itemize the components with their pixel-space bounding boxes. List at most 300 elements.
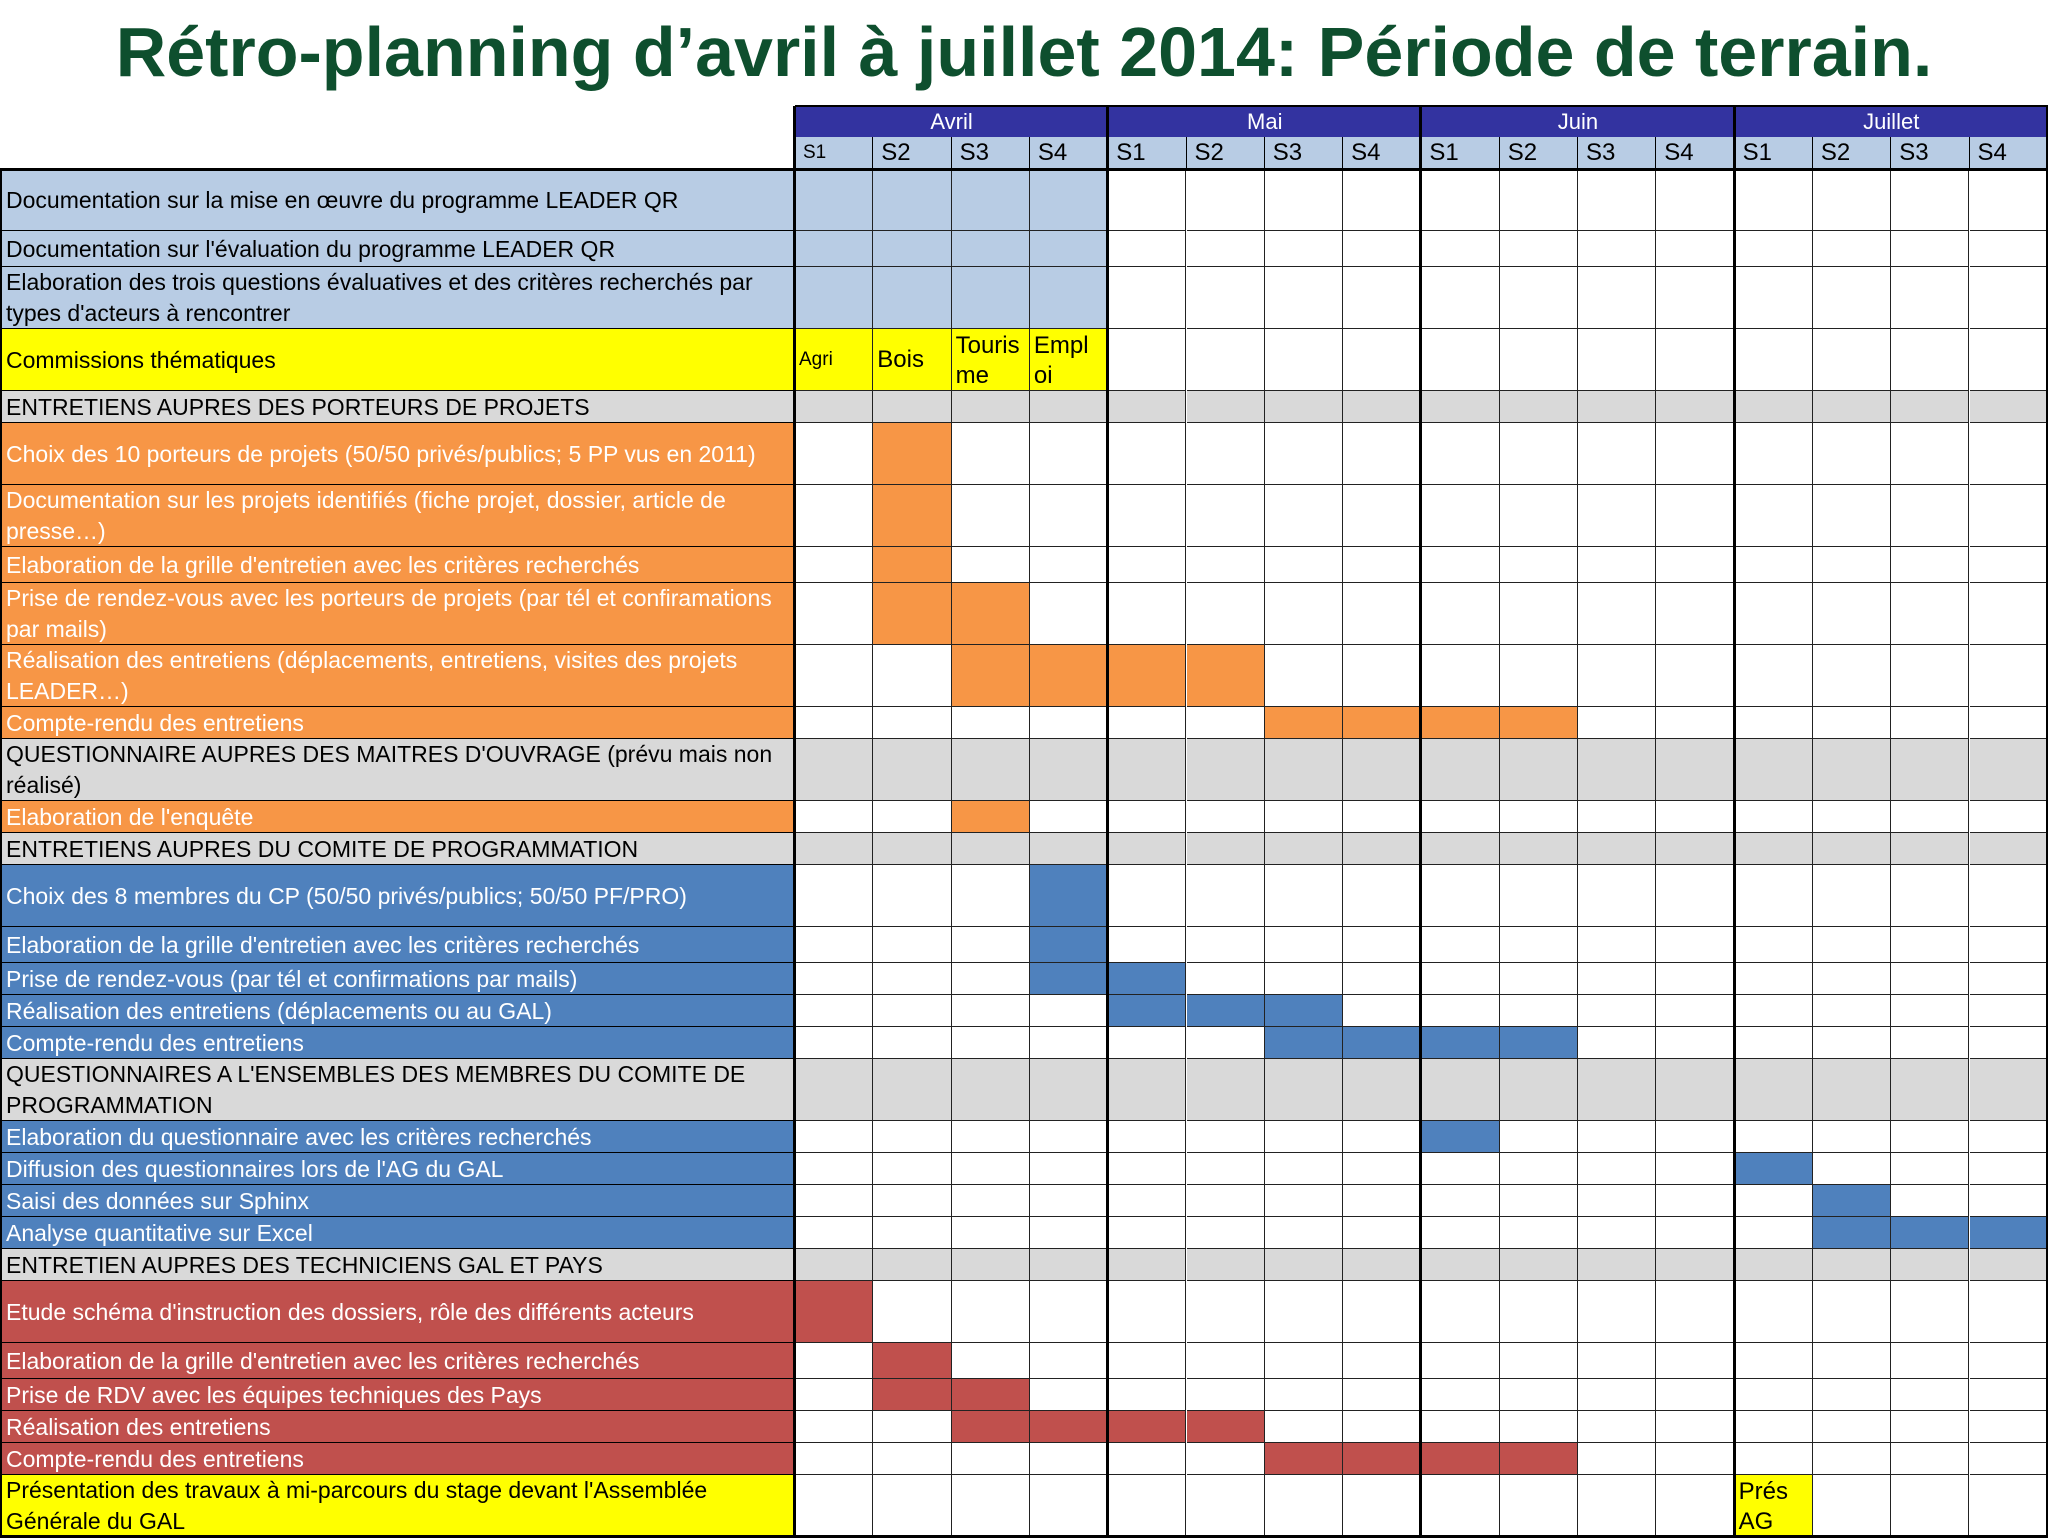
gantt-cell	[1030, 1185, 1108, 1217]
gantt-cell	[1421, 583, 1499, 645]
gantt-cell	[1891, 739, 1969, 801]
gantt-cell	[873, 1121, 951, 1153]
gantt-bar-cell	[1187, 995, 1265, 1027]
gantt-cell	[1970, 1121, 2048, 1153]
task-label: Réalisation des entretiens	[0, 1411, 795, 1443]
gantt-cell	[795, 707, 873, 739]
gantt-cell	[1030, 1443, 1108, 1475]
task-label: Compte-rendu des entretiens	[0, 1027, 795, 1059]
gantt-bar-cell	[1343, 1027, 1421, 1059]
month-border	[1106, 106, 1109, 1537]
gantt-cell	[952, 865, 1030, 927]
gantt-cell	[1265, 1281, 1343, 1343]
week-header: S1	[1421, 137, 1499, 169]
task-label: Prise de rendez-vous (par tél et confirmations par mails)	[0, 963, 795, 995]
gantt-cell	[1265, 801, 1343, 833]
gantt-cell	[1578, 645, 1656, 707]
gantt-cell	[1187, 547, 1265, 583]
gantt-cell	[952, 1153, 1030, 1185]
gantt-bar-cell	[1030, 169, 1108, 231]
gantt-cell	[1578, 1217, 1656, 1249]
gantt-cell	[1187, 423, 1265, 485]
gantt-cell	[952, 1217, 1030, 1249]
week-header: S4	[1030, 137, 1108, 169]
gantt-cell	[873, 1027, 951, 1059]
gantt-cell	[1500, 169, 1578, 231]
gantt-cell	[1030, 1059, 1108, 1121]
week-header: S3	[952, 137, 1030, 169]
gantt-cell	[1187, 231, 1265, 267]
gantt-cell	[1656, 833, 1734, 865]
gantt-bar-cell	[873, 169, 951, 231]
gantt-bar-cell	[873, 485, 951, 547]
gantt-cell	[1656, 1443, 1734, 1475]
gantt-cell	[1891, 801, 1969, 833]
gantt-cell	[1656, 547, 1734, 583]
gantt-cell	[1891, 485, 1969, 547]
week-header: S4	[1656, 137, 1734, 169]
section-header: ENTRETIENS AUPRES DU COMITE DE PROGRAMMATION	[0, 833, 795, 865]
gantt-cell	[1500, 231, 1578, 267]
gantt-cell	[873, 801, 951, 833]
gantt-cell	[1970, 801, 2048, 833]
gantt-cell	[1813, 1249, 1891, 1281]
gantt-cell	[1735, 169, 1813, 231]
gantt-cell	[1500, 963, 1578, 995]
gantt-cell	[1970, 1411, 2048, 1443]
gantt-cell	[1343, 169, 1421, 231]
gantt-cell	[1343, 583, 1421, 645]
gantt-cell	[1265, 391, 1343, 423]
gantt-cell	[1421, 1153, 1499, 1185]
gantt-cell	[795, 739, 873, 801]
gantt-cell	[1891, 329, 1969, 391]
gantt-cell	[873, 833, 951, 865]
gantt-cell	[1343, 1411, 1421, 1443]
gantt-cell	[1735, 1281, 1813, 1343]
gantt-cell	[1735, 231, 1813, 267]
gantt-cell	[1343, 645, 1421, 707]
gantt-cell	[1735, 739, 1813, 801]
gantt-cell	[1343, 963, 1421, 995]
gantt-bar-cell	[1030, 1411, 1108, 1443]
gantt-cell	[1108, 1059, 1186, 1121]
week-header: S4	[1970, 137, 2048, 169]
gantt-cell	[1265, 1059, 1343, 1121]
gantt-cell	[1735, 963, 1813, 995]
gantt-cell	[795, 1059, 873, 1121]
gantt-bar-cell	[952, 169, 1030, 231]
gantt-cell	[1187, 833, 1265, 865]
gantt-cell	[795, 1343, 873, 1379]
gantt-cell	[1421, 865, 1499, 927]
gantt-cell	[1500, 645, 1578, 707]
gantt-cell	[952, 927, 1030, 963]
gantt-cell	[1656, 1281, 1734, 1343]
gantt-cell	[1656, 231, 1734, 267]
gantt-cell	[1500, 801, 1578, 833]
gantt-cell	[1421, 329, 1499, 391]
gantt-cell	[1891, 927, 1969, 963]
gantt-cell	[1030, 707, 1108, 739]
task-label: Prise de rendez-vous avec les porteurs de projets (par tél et confiramations par mails)	[0, 583, 795, 645]
gantt-cell	[795, 1411, 873, 1443]
gantt-cell	[1343, 423, 1421, 485]
gantt-cell	[1735, 485, 1813, 547]
gantt-bar-cell	[1030, 267, 1108, 329]
gantt-cell	[1108, 169, 1186, 231]
gantt-cell	[1500, 1217, 1578, 1249]
gantt-cell	[1030, 1379, 1108, 1411]
gantt-cell	[1813, 1153, 1891, 1185]
gantt-cell	[1970, 169, 2048, 231]
gantt-cell	[1735, 1027, 1813, 1059]
month-header: Juin	[1421, 106, 1734, 137]
gantt-bar-cell	[873, 423, 951, 485]
gantt-cell	[1187, 739, 1265, 801]
gantt-cell	[1813, 739, 1891, 801]
gantt-bar-cell	[1108, 963, 1186, 995]
gantt-cell	[952, 1027, 1030, 1059]
gantt-cell	[1813, 963, 1891, 995]
gantt-bar-cell	[873, 583, 951, 645]
gantt-cell	[1813, 547, 1891, 583]
gantt-cell	[1891, 1121, 1969, 1153]
gantt-cell	[1108, 927, 1186, 963]
gantt-cell	[1813, 1059, 1891, 1121]
section-header: QUESTIONNAIRE AUPRES DES MAITRES D'OUVRAGE (prévu mais non réalisé)	[0, 739, 795, 801]
week-header: S3	[1578, 137, 1656, 169]
gantt-cell	[1500, 329, 1578, 391]
gantt-cell	[952, 963, 1030, 995]
gantt-cell	[1421, 267, 1499, 329]
gantt-cell	[1343, 739, 1421, 801]
gantt-cell	[1735, 583, 1813, 645]
gantt-cell	[1578, 833, 1656, 865]
gantt-cell	[1813, 231, 1891, 267]
gantt-cell	[873, 1411, 951, 1443]
gantt-cell	[1343, 865, 1421, 927]
gantt-cell	[1187, 1343, 1265, 1379]
gantt-cell	[1187, 1475, 1265, 1537]
gantt-cell	[952, 547, 1030, 583]
gantt-cell	[1030, 801, 1108, 833]
gantt-cell	[1421, 833, 1499, 865]
gantt-cell	[1108, 1343, 1186, 1379]
gantt-cell	[1265, 1475, 1343, 1537]
task-label: Compte-rendu des entretiens	[0, 1443, 795, 1475]
gantt-cell	[1187, 485, 1265, 547]
gantt-cell	[873, 1185, 951, 1217]
gantt-cell	[1030, 1153, 1108, 1185]
gantt-cell	[1030, 1281, 1108, 1343]
gantt-cell	[873, 1153, 951, 1185]
gantt-bar-cell	[795, 231, 873, 267]
gantt-cell	[1735, 1249, 1813, 1281]
week-border	[1655, 137, 1656, 169]
gantt-cell	[1813, 583, 1891, 645]
gantt-cell	[873, 1059, 951, 1121]
gantt-cell	[1187, 169, 1265, 231]
gantt-cell	[1813, 645, 1891, 707]
gantt-cell	[1891, 1027, 1969, 1059]
task-label: Elaboration de la grille d'entretien avec les critères recherchés	[0, 1343, 795, 1379]
gantt-cell	[1343, 329, 1421, 391]
gantt-cell	[1421, 739, 1499, 801]
gantt-cell	[1108, 485, 1186, 547]
gantt-bar-cell	[1108, 995, 1186, 1027]
gantt-cell	[952, 391, 1030, 423]
cell-note: Empl oi	[1033, 332, 1089, 389]
gantt-cell	[1265, 1185, 1343, 1217]
gantt-cell	[1187, 1027, 1265, 1059]
gantt-cell	[873, 707, 951, 739]
gantt-cell	[1656, 963, 1734, 995]
gantt-cell	[1500, 1281, 1578, 1343]
grid-top-border	[0, 168, 2048, 171]
gantt-cell	[1813, 1121, 1891, 1153]
gantt-cell	[1030, 1121, 1108, 1153]
label-column-border	[793, 106, 796, 1537]
gantt-cell	[1891, 963, 1969, 995]
gantt-cell	[1891, 267, 1969, 329]
gantt-cell	[1578, 865, 1656, 927]
gantt-cell	[1343, 1281, 1421, 1343]
gantt-cell	[1970, 1059, 2048, 1121]
gantt-bar-cell	[795, 169, 873, 231]
gantt-cell	[1656, 1343, 1734, 1379]
left-border	[0, 169, 2, 1537]
gantt-cell	[1030, 1027, 1108, 1059]
gantt-cell	[1108, 1185, 1186, 1217]
gantt-cell	[1265, 645, 1343, 707]
gantt-cell	[1578, 1249, 1656, 1281]
gantt-cell	[1891, 995, 1969, 1027]
gantt-cell	[1187, 583, 1265, 645]
gantt-cell	[952, 707, 1030, 739]
gantt-cell	[1343, 1379, 1421, 1411]
gantt-cell	[1813, 833, 1891, 865]
gantt-cell	[1735, 995, 1813, 1027]
gantt-cell	[1656, 865, 1734, 927]
gantt-cell	[795, 995, 873, 1027]
gantt-cell	[1656, 1153, 1734, 1185]
week-header: S2	[1500, 137, 1578, 169]
gantt-cell	[1030, 1343, 1108, 1379]
gantt-cell	[1421, 1217, 1499, 1249]
gantt-cell	[873, 1281, 951, 1343]
gantt-cell	[1187, 1443, 1265, 1475]
gantt-cell	[1656, 267, 1734, 329]
gantt-cell	[1891, 1343, 1969, 1379]
gantt-cell	[1500, 1153, 1578, 1185]
gantt-cell	[795, 1027, 873, 1059]
gantt-cell	[1265, 231, 1343, 267]
gantt-cell	[1108, 739, 1186, 801]
gantt-bar-cell	[1343, 707, 1421, 739]
gantt-cell	[1265, 423, 1343, 485]
gantt-cell	[1187, 1281, 1265, 1343]
gantt-cell	[1500, 1411, 1578, 1443]
gantt-cell	[1735, 927, 1813, 963]
gantt-cell	[1187, 267, 1265, 329]
week-header: S4	[1343, 137, 1421, 169]
gantt-bar-cell	[1500, 707, 1578, 739]
gantt-cell	[873, 927, 951, 963]
task-label: Prise de RDV avec les équipes techniques des Pays	[0, 1379, 795, 1411]
gantt-cell	[1421, 1411, 1499, 1443]
gantt-cell	[1656, 1059, 1734, 1121]
task-label: Elaboration de la grille d'entretien avec les critères recherchés	[0, 927, 795, 963]
gantt-cell	[1500, 833, 1578, 865]
gantt-cell	[1735, 267, 1813, 329]
gantt-cell	[795, 485, 873, 547]
gantt-cell	[795, 865, 873, 927]
gantt-cell	[1108, 1379, 1186, 1411]
gantt-cell	[952, 1343, 1030, 1379]
gantt-cell	[1500, 267, 1578, 329]
gantt-cell	[1813, 865, 1891, 927]
gantt-cell	[1970, 707, 2048, 739]
gantt-cell	[1500, 995, 1578, 1027]
gantt-cell	[1343, 1185, 1421, 1217]
gantt-cell	[1030, 995, 1108, 1027]
gantt-cell	[1421, 1185, 1499, 1217]
gantt-cell	[952, 1185, 1030, 1217]
gantt-cell	[1108, 833, 1186, 865]
gantt-cell	[1578, 1411, 1656, 1443]
gantt-cell	[1187, 707, 1265, 739]
gantt-cell	[1578, 1281, 1656, 1343]
task-label: Saisi des données sur Sphinx	[0, 1185, 795, 1217]
gantt-cell	[952, 485, 1030, 547]
gantt-cell	[1970, 995, 2048, 1027]
cell-note: Agri	[799, 349, 833, 370]
task-label: Compte-rendu des entretiens	[0, 707, 795, 739]
gantt-cell	[952, 1443, 1030, 1475]
month-header: Juillet	[1735, 106, 2048, 137]
gantt-cell	[1108, 267, 1186, 329]
gantt-cell	[1421, 645, 1499, 707]
gantt-cell	[1970, 1027, 2048, 1059]
gantt-cell	[1343, 231, 1421, 267]
gantt-bar-cell	[1891, 1217, 1969, 1249]
gantt-cell	[1970, 329, 2048, 391]
gantt-cell	[1343, 833, 1421, 865]
gantt-cell	[1578, 1185, 1656, 1217]
week-border	[1890, 137, 1891, 169]
gantt-cell	[1735, 1121, 1813, 1153]
gantt-cell	[1265, 1121, 1343, 1153]
gantt-cell	[1500, 485, 1578, 547]
gantt-cell	[873, 391, 951, 423]
gantt-bar-cell	[1421, 1027, 1499, 1059]
gantt-cell	[873, 1249, 951, 1281]
week-border	[1342, 137, 1343, 169]
gantt-cell	[1735, 645, 1813, 707]
gantt-cell	[795, 391, 873, 423]
gantt-bar-cell	[795, 267, 873, 329]
gantt-cell	[1970, 927, 2048, 963]
week-border	[872, 137, 873, 169]
gantt-cell	[1578, 1443, 1656, 1475]
gantt-cell	[1500, 927, 1578, 963]
gantt-cell	[1578, 1379, 1656, 1411]
gantt-cell	[1108, 329, 1186, 391]
gantt-cell	[1891, 391, 1969, 423]
gantt-cell	[1891, 583, 1969, 645]
task-label: Commissions thématiques	[0, 329, 795, 391]
gantt-bar-cell	[1970, 1217, 2048, 1249]
gantt-cell	[1265, 1343, 1343, 1379]
gantt-cell	[873, 963, 951, 995]
gantt-bar-cell	[952, 583, 1030, 645]
gantt-cell	[795, 645, 873, 707]
gantt-cell	[1030, 1475, 1108, 1537]
gantt-bar-cell	[1265, 995, 1343, 1027]
gantt-cell	[1656, 707, 1734, 739]
section-header: ENTRETIENS AUPRES DES PORTEURS DE PROJETS	[0, 391, 795, 423]
gantt-cell	[1030, 833, 1108, 865]
gantt-cell	[1813, 801, 1891, 833]
week-border	[951, 137, 952, 169]
gantt-cell	[1500, 1249, 1578, 1281]
gantt-bar-cell	[1421, 1121, 1499, 1153]
gantt-cell	[952, 739, 1030, 801]
gantt-cell	[1578, 1059, 1656, 1121]
gantt-cell	[1578, 583, 1656, 645]
gantt-cell	[1970, 1153, 2048, 1185]
gantt-cell	[1656, 995, 1734, 1027]
gantt-cell	[1265, 1249, 1343, 1281]
gantt-cell	[1578, 1027, 1656, 1059]
gantt-cell	[1265, 1153, 1343, 1185]
gantt-cell	[1891, 231, 1969, 267]
gantt-bar-cell	[1265, 1027, 1343, 1059]
gantt-cell	[1656, 169, 1734, 231]
gantt-cell	[1421, 1059, 1499, 1121]
gantt-cell	[1343, 1217, 1421, 1249]
gantt-cell	[1187, 801, 1265, 833]
gantt-cell	[1891, 1281, 1969, 1343]
gantt-bar-cell	[1735, 1153, 1813, 1185]
gantt-bar-cell	[952, 267, 1030, 329]
gantt-cell	[873, 995, 951, 1027]
month-header: Mai	[1108, 106, 1421, 137]
gantt-cell	[1656, 1121, 1734, 1153]
gantt-cell	[795, 927, 873, 963]
gantt-cell	[1735, 547, 1813, 583]
gantt-cell	[1421, 1343, 1499, 1379]
gantt-cell	[1187, 963, 1265, 995]
section-header: ENTRETIEN AUPRES DES TECHNICIENS GAL ET PAYS	[0, 1249, 795, 1281]
task-label: Elaboration du questionnaire avec les critères recherchés	[0, 1121, 795, 1153]
gantt-cell	[1656, 1027, 1734, 1059]
week-header: S3	[1891, 137, 1969, 169]
gantt-cell	[1187, 865, 1265, 927]
gantt-cell	[1656, 1411, 1734, 1443]
gantt-cell	[1735, 329, 1813, 391]
gantt-cell	[1656, 1379, 1734, 1411]
gantt-bar-cell	[952, 645, 1030, 707]
gantt-cell	[1421, 485, 1499, 547]
gantt-cell	[1813, 1475, 1891, 1537]
gantt-cell	[1343, 1121, 1421, 1153]
gantt-cell	[1343, 1153, 1421, 1185]
gantt-cell	[1735, 833, 1813, 865]
week-border	[1029, 137, 1030, 169]
gantt-cell	[1030, 423, 1108, 485]
